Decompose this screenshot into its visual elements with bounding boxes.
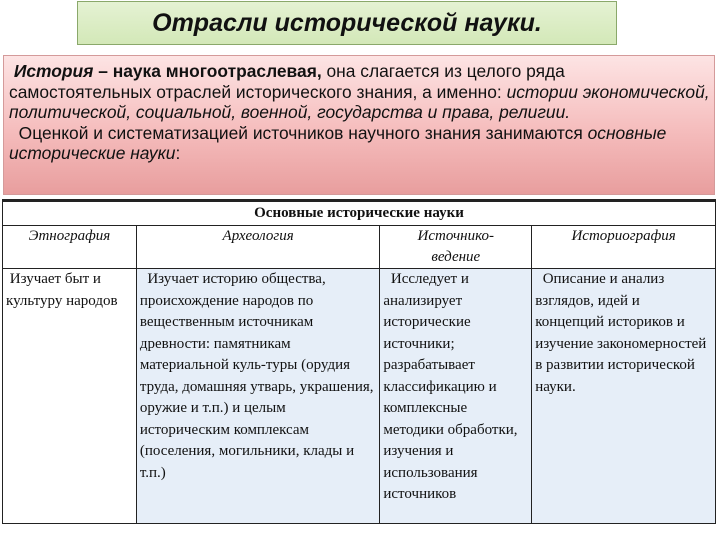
cell-ethnography [3,269,137,524]
intro-text-1: она слагается из целого ряда самостоятельных отраслей исторического знания, а именно: [9,61,565,102]
intro-term-history: История [13,61,94,81]
cell-historiography [532,269,716,524]
cell-ethnography-text: Изучает быт и культуру народов [6,271,118,309]
col-header-archaeology: Археология [136,226,380,269]
cell-source-studies-text: Исследует и анализирует исторические источники; разрабатывает классификацию и комплексные методики обработки, изучения и использования источников [383,271,518,502]
column-header-row [3,226,716,269]
intro-definition: – наука многоотраслевая, [93,61,322,81]
intro-colon: : [175,143,181,163]
cell-source-studies [380,269,532,524]
col-header-source-studies-part1: Источнико- [417,228,495,244]
intro-text-box [3,55,715,195]
table-row [3,269,716,524]
intro-branches: истории экономической, политической, социальной, военной, государства и права, религии. [9,81,710,122]
col-header-historiography: Историография [532,226,716,269]
intro-paragraph-2 [9,123,710,164]
table-header-row [3,201,716,226]
intro-text-2: Оценкой и систематизацией источников научного знания занимаются [18,122,588,143]
cell-archaeology-text: Изучает историю общества, происхождение народов по вещественным источникам древности: памятникам материальной куль-туры (орудия труда, домашняя утварь, украшения, оружие и т.п.) и целым историческим комплексам (поселения, могильники, клады и т.п.) [139,271,374,481]
intro-paragraph-1 [9,61,710,123]
cell-historiography-text: Описание и анализ взглядов, идей и концепций историков и изучение закономерностей в развитии исторической науки. [535,271,707,395]
slide-title-text: Отрасли исторической науки. [152,8,542,37]
sciences-table [2,200,716,524]
slide-title [77,1,617,45]
col-header-source-studies [380,226,532,269]
col-header-ethnography: Этнография [3,226,137,269]
table-top-rule [2,199,716,202]
intro-main-sciences: основные исторические науки [9,122,667,163]
col-header-source-studies-part2: ведение [431,249,481,265]
cell-archaeology [136,269,380,524]
table-header: Основные исторические науки [3,201,716,226]
